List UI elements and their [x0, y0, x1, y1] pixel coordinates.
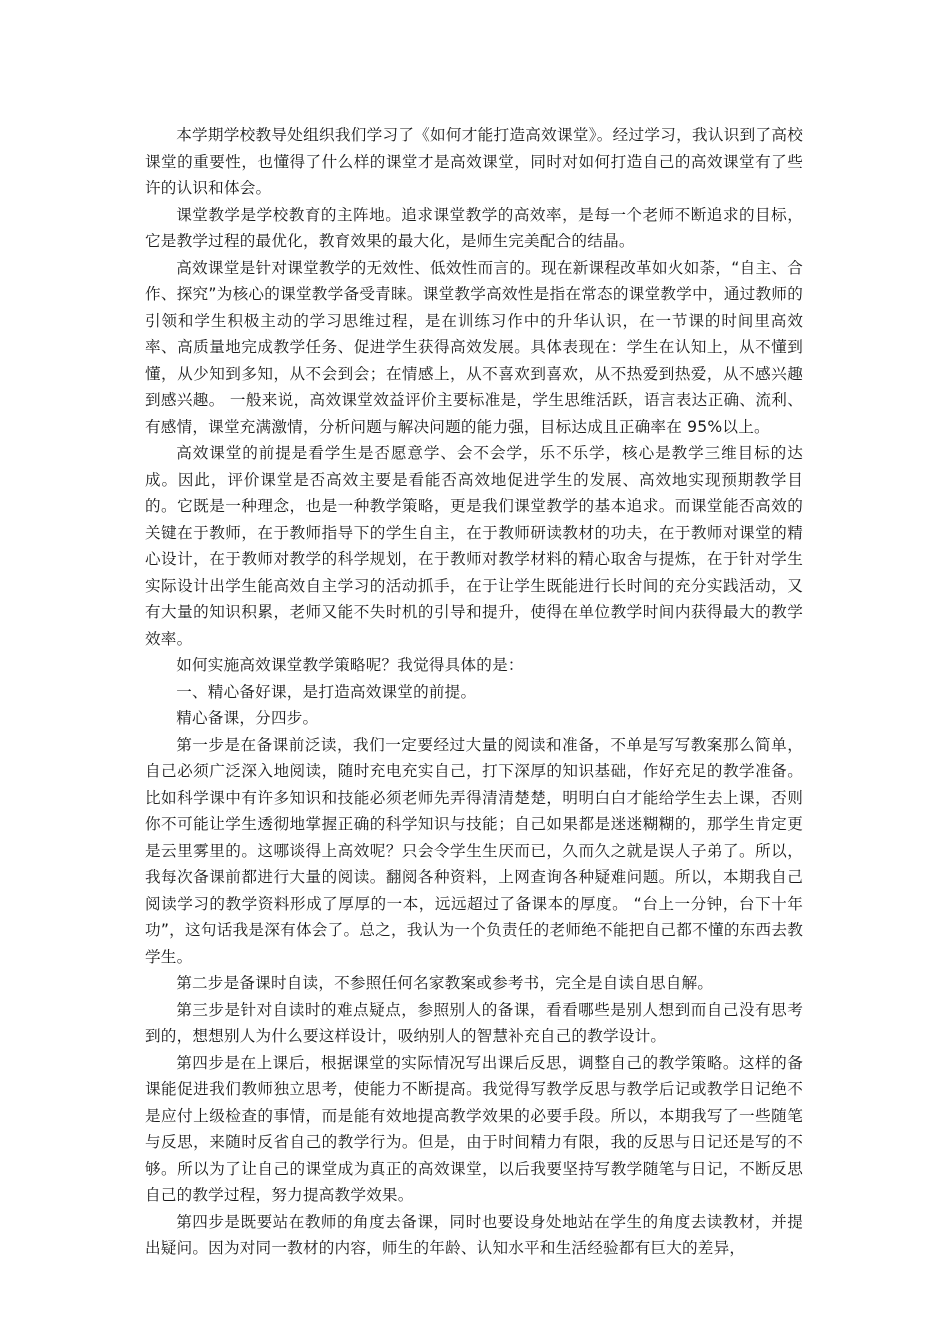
paragraph-four-steps: 精心备课，分四步。	[176, 709, 319, 727]
document-body	[145, 122, 803, 1262]
paragraph-step-one: 第一步是在备课前泛读，我们一定要经过大量的阅读和准备，不单是写写教案那么简单，自己必须广泛深入地阅读，随时充电充实自己，打下深厚的知识基础，作好充足的教学准备。比如科学课中有许多知识和技能必须老师先弄得清清楚楚，明明白白才能给学生去上课，否则你不可能让学生透彻地掌握正确的科学知识与技能；自己如果都是迷迷糊糊的，那学生肯定更是云里雾里的。这哪谈得上高效呢？只会令学生生厌而已，久而久之就是误人子弟了。所以，我每次备课前都进行大量的阅读。翻阅各种资料，上网查询各种疑难问题。所以，本期我自己阅读学习的教学资料形成了厚厚的一本，远远超过了备课本的厚度。 “台上一分钟，台下十年功”，这句话我是深有体会了。总之，我认为一个负责任的老师绝不能把自己都不懂的东西去教学生。	[145, 735, 803, 966]
paragraph-step-four-reflection: 第四步是在上课后，根据课堂的实际情况写出课后反思，调整自己的教学策略。这样的备课能促进我们教师独立思考，使能力不断提高。我觉得写教学反思与教学后记或教学日记绝不是应付上级检查的事情，而是能有效地提高教学效果的必要手段。所以，本期我写了一些随笔与反思，来随时反省自己的教学行为。但是，由于时间精力有限，我的反思与日记还是写的不够。所以为了让自己的课堂成为真正的高效课堂，以后我要坚持写教学随笔与日记，不断反思自己的教学过程，努力提高教学效果。	[145, 1053, 803, 1204]
paragraph-step-two: 第二步是备课时自读，不参照任何名家教案或参考书，完全是自读自思自解。	[176, 974, 714, 992]
paragraph-intro: 本学期学校教导处组织我们学习了《如何才能打造高效课堂》。经过学习，我认识到了高校课堂的重要性，也懂得了什么样的课堂才是高效课堂，同时对如何打造自己的高效课堂有了些许的认识和体会。	[145, 126, 803, 197]
paragraph-efficient-classroom-definition: 高效课堂是针对课堂教学的无效性、低效性而言的。现在新课程改革如火如荼，“自主、合作、探究”为核心的课堂教学备受青睐。课堂教学高效性是指在常态的课堂教学中，通过教师的引领和学生积极主动的学习思维过程，是在训练习作中的升华认识，在一节课的时间里高效率、高质量地完成教学任务、促进学生获得高效发展。具体表现在：学生在认知上，从不懂到懂，从少知到多知，从不会到会；在情感上，从不喜欢到喜欢，从不热爱到热爱，从不感兴趣到感兴趣。 一般来说，高效课堂效益评价主要标准是，学生思维活跃，语言表达正确、流利、有感情，课堂充满激情，分析问题与解决问题的能力强，目标达成且正确率在 95%以上。	[145, 258, 803, 436]
paragraph-step-three: 第三步是针对自读时的难点疑点，参照别人的备课，看看哪些是别人想到而自己没有思考到的，想想别人为什么要这样设计，吸纳别人的智慧补充自己的教学设计。	[145, 1000, 803, 1045]
paragraph-heading-prepare-lessons: 一、精心备好课，是打造高效课堂的前提。	[176, 682, 477, 701]
paragraph-efficient-classroom-premise: 高效课堂的前提是看学生是否愿意学、会不会学，乐不乐学，核心是教学三维目标的达成。因此，评价课堂是否高效主要是看能否高效地促进学生的发展、高效地实现预期教学目的。它既是一种理念，也是一种教学策略，更是我们课堂教学的基本追求。而课堂能否高效的关键在于教师，在于教师指导下的学生自主，在于教师研读教材的功夫，在于教师对课堂的精心设计，在于教师对教学的科学规划，在于教师对教学材料的精心取舍与提炼，在于针对学生实际设计出学生能高效自主学习的活动抓手，在于让学生既能进行长时间的充分实践活动，又有大量的知识积累，老师又能不失时机的引导和提升，使得在单位教学时间内获得最大的教学效率。	[145, 444, 803, 648]
paragraph-strategy-question: 如何实施高效课堂教学策略呢？我觉得具体的是：	[176, 656, 524, 674]
paragraph-step-four-student-view: 第四步是既要站在教师的角度去备课，同时也要设身处地站在学生的角度去读教材，并提出疑问。因为对同一教材的内容，师生的年龄、认知水平和生活经验都有巨大的差异，	[145, 1212, 803, 1257]
paragraph-classroom-teaching: 课堂教学是学校教育的主阵地。追求课堂教学的高效率，是每一个老师不断追求的目标，它是教学过程的最优化，教育效果的最大化，是师生完美配合的结晶。	[145, 205, 803, 250]
